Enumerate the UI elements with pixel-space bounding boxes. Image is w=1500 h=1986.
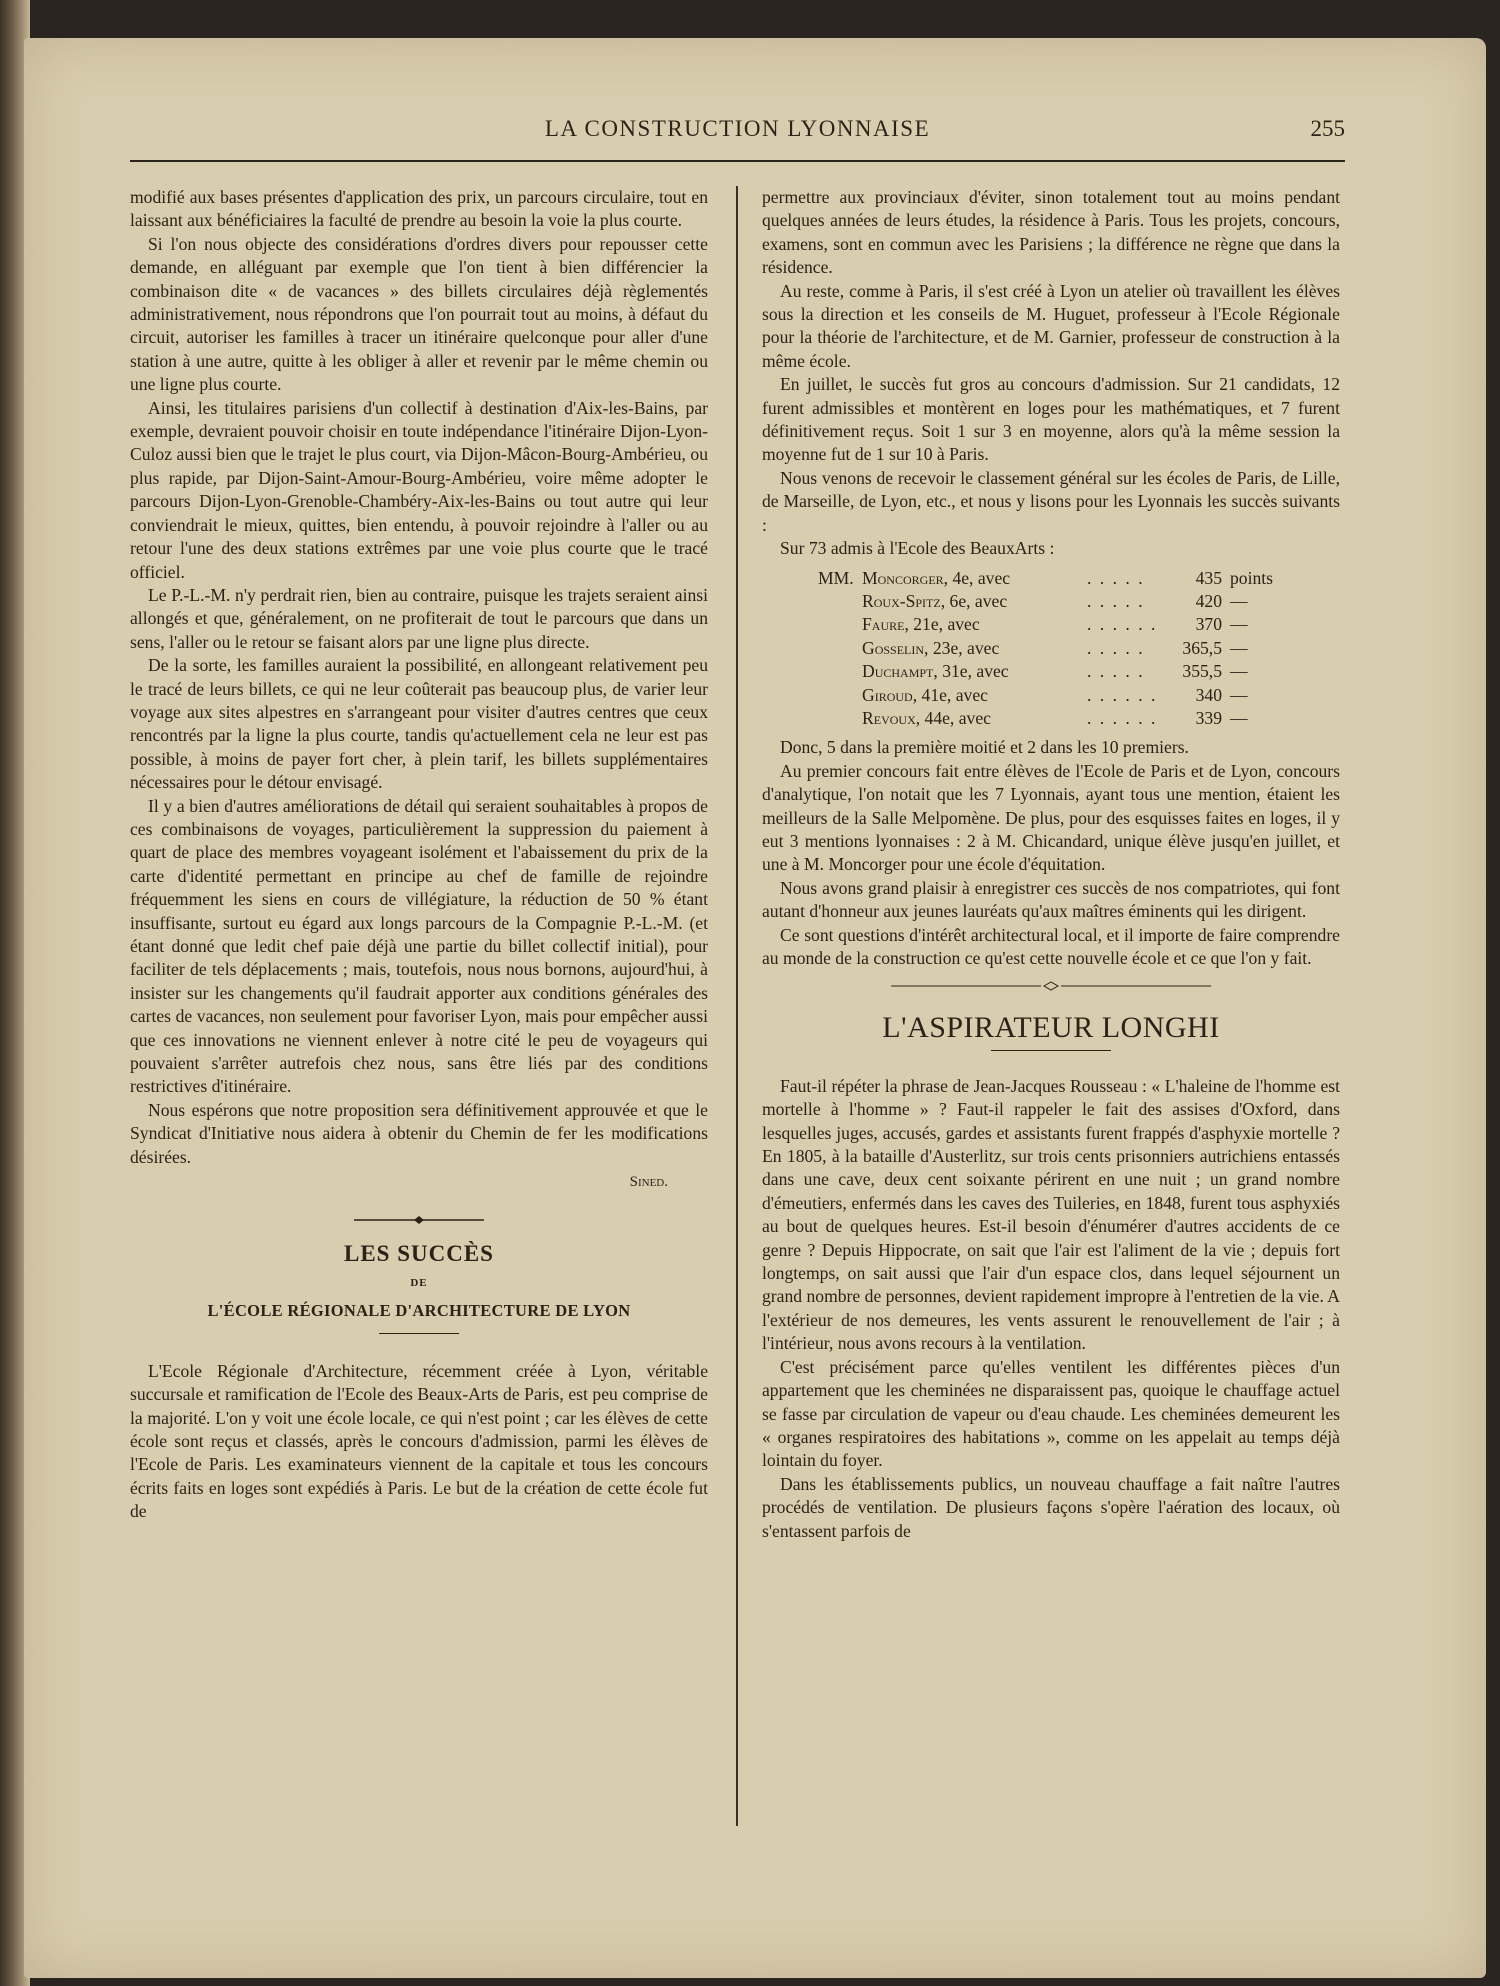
- table-row: Faure, 21e, avec . . . . . . 370 —: [818, 613, 1290, 636]
- section-connector: DE: [410, 1276, 428, 1289]
- student-name: Giroud: [862, 684, 913, 705]
- student-name: Gosselin: [862, 637, 925, 658]
- student-name: Moncorger: [862, 567, 944, 588]
- header-rule: [130, 160, 1345, 162]
- leader-dots: . . . . . .: [1087, 707, 1158, 728]
- left-column: [130, 186, 708, 1524]
- leader-dots: . . . . .: [1087, 590, 1145, 611]
- prefix-cell: [818, 660, 862, 683]
- paragraph: De la sorte, les familles auraient la possibilité, en allongeant relativement peu le tracé de leurs billets, ce qui ne leur coûterait pas beaucoup plus, de varier leur voyage aux sites alpestres en s'arrangeant pour visiter d'autres centres que ceux rencontrés par la ligne la plus courte, tandis qu'actuellement cela ne leur est pas possible, à moins de payer fort cher, à plein tarif, les billets supplémentaires nécessaires pour le détour envisagé.: [130, 655, 708, 793]
- results-table: [818, 567, 1290, 731]
- section-subtitle: L'ÉCOLE RÉGIONALE D'ARCHITECTURE DE LYON: [207, 1301, 631, 1321]
- prefix-cell: [818, 613, 862, 636]
- table-row: Giroud, 41e, avec . . . . . . 340 —: [818, 684, 1290, 707]
- student-name: Duchampt: [862, 661, 934, 682]
- unit-cell: —: [1230, 684, 1248, 705]
- paragraph: modifié aux bases présentes d'application des prix, un parcours circulaire, tout en laissant aux bénéficiaires la faculté de prendre au besoin la voie la plus courte.: [130, 187, 708, 231]
- rank-cell: 21e, avec: [913, 614, 980, 635]
- table-row: MM. Moncorger, 4e, avec . . . . . 435 points: [818, 567, 1290, 590]
- paragraph: Sur 73 admis à l'Ecole des BeauxArts :: [780, 538, 1055, 559]
- unit-cell: points: [1230, 567, 1274, 588]
- ornament-divider: [891, 980, 1211, 992]
- rank-cell: 23e, avec: [932, 637, 1000, 658]
- paragraph: Ainsi, les titulaires parisiens d'un collectif à destination d'Aix-les-Bains, par exemple, devraient pouvoir choisir en toute indépendance l'itinéraire Dijon-Lyon-Culoz aussi bien que le trajet le plus court, via Dijon-Mâcon-Bourg-Ambérieu, ou plus rapide, par Dijon-Saint-Amour-Bourg-Ambérieu, voire même adopter le parcours Dijon-Lyon-Grenoble-Chambéry-Aix-les-Bains ou tout autre qui leur conviendrait le mieux, quittes, bien entendu, à pouvoir rejoindre à l'aller ou au retour l'une des deux stations extrêmes par une voie plus courte que le tracé officiel.: [130, 397, 708, 582]
- prefix-cell: [818, 684, 862, 707]
- unit-cell: —: [1230, 614, 1248, 635]
- leader-dots: . . . . .: [1087, 637, 1145, 658]
- prefix-cell: [818, 707, 862, 730]
- ornament-divider: [354, 1214, 484, 1226]
- paragraph: permettre aux provinciaux d'éviter, sinon totalement tout au moins pendant quelques années de leurs études, la résidence à Paris. Tous les projets, concours, examens, sont en commun avec les Parisiens ; la différence ne règne que dans la résidence.: [762, 187, 1340, 278]
- leader-dots: . . . . .: [1087, 567, 1145, 588]
- prefix-cell: MM.: [818, 567, 854, 588]
- leader-dots: . . . . . .: [1087, 684, 1158, 705]
- paragraph: Dans les établissements publics, un nouveau chauffage a fait naître l'autres procédés de ventilation. De plusieurs façons s'opère l'aération des locaux, où s'entassent parfois de: [762, 1473, 1340, 1541]
- points-cell: 355,5: [1182, 661, 1222, 682]
- paragraph: Faut-il répéter la phrase de Jean-Jacques Rousseau : « L'haleine de l'homme est mortelle à l'homme » ? Faut-il rappeler le fait des assises d'Oxford, dans lesquelles juges, accusés, gardes et assistants furent frappés d'asphyxie mortelle ? En 1805, à la bataille d'Austerlitz, sur trois cents prisonniers autrichiens entassés dans une cave, deux cent soixante périrent en une nuit ; un grand nombre d'émeutiers, enfermés dans les caves des Tuileries, en 1848, furent tous asphyxiés au bout de quelques heures. Est-il besoin d'énumérer d'autres accidents de ce genre ? Depuis Hippocrate, on sait que l'air est l'aliment de la vie ; depuis fort longtemps, on sait aussi que l'air d'un espace clos, dans lequel séjournent un grand nombre de personnes, devient rapidement impropre à l'entretien de la vie. A l'extérieur de nos demeures, les vents assurent le renouvellement de l'air ; à l'intérieur, nous avons recours à la ventilation.: [762, 1075, 1340, 1354]
- student-name: Faure: [862, 614, 905, 635]
- paragraph: Nous espérons que notre proposition sera définitivement approuvée et que le Syndicat d'Initiative nous aidera à obtenir du Chemin de fer les modifications désirées.: [130, 1099, 708, 1167]
- rank-cell: 41e, avec: [921, 684, 988, 705]
- rank-cell: 31e, avec: [942, 661, 1009, 682]
- paragraph: Il y a bien d'autres améliorations de détail qui seraient souhaitables à propos de ces combinaisons de voyages, particulièrement la suppression du paiement à quart de place des membres voyageant isolément et l'abaissement du prix de la carte d'identité permettant en principe au chef de famille de rejoindre fréquemment les siens en cours de villégiature, la réduction de 50 % étant insuffisante, surtout eu égard aux longs parcours de la Compagnie P.-L.-M. (et étant donné que ledit chef paie déjà une partie du billet collectif initial), pour faciliter de tels déplacements ; mais, toutefois, nous nous bornons, aujourd'hui, à insister sur les changements qu'il faudrait apporter aux conditions générales des cartes de vacances, non seulement pour favoriser Lyon, mais pour empêcher aussi que ces innovations ne viennent enlever à notre cité le peu de voyageurs qui pouvaient s'arrêter autrefois chez nous, sans être liés par des conditions restrictives d'itinéraire.: [130, 795, 708, 1097]
- paragraph: C'est précisément parce qu'elles ventilent les différentes pièces d'un appartement que les cheminées ne disparaissent pas, quoique le chauffage actuel se fasse par circulation de vapeur ou d'eau chaude. Les cheminées demeurent les « organes respiratoires des habitations », comme on les appelait au temps déjà lointain du foyer.: [762, 1356, 1340, 1471]
- paragraph: Donc, 5 dans la première moitié et 2 dans les 10 premiers.: [780, 737, 1189, 758]
- table-row: Gosselin, 23e, avec . . . . . 365,5 —: [818, 637, 1290, 660]
- points-cell: 340: [1195, 684, 1222, 705]
- section-title: LES SUCCÈS: [344, 1241, 494, 1267]
- leader-dots: . . . . .: [1087, 661, 1145, 682]
- paragraph: Au premier concours fait entre élèves de l'Ecole de Paris et de Lyon, concours d'analytique, l'on notait que les 7 Lyonnais, ayant tous une mention, étaient les meilleurs de la Salle Melpomène. De plus, pour des esquisses faites en loges, il y eut 3 mentions lyonnaises : 2 à M. Chicandard, unique élève jusqu'en juillet, et une à M. Moncorger pour une école d'équitation.: [762, 760, 1340, 875]
- paragraph: Au reste, comme à Paris, il s'est créé à Lyon un atelier où travaillent les élèves sous la direction et les conseils de M. Huguet, professeur à l'Ecole Régionale pour la théorie de l'architecture, et de M. Garnier, professeur de construction à la même école.: [762, 280, 1340, 371]
- table-row: Roux-Spitz, 6e, avec . . . . . 420 —: [818, 590, 1290, 613]
- points-cell: 435: [1195, 567, 1222, 588]
- points-cell: 339: [1195, 707, 1222, 728]
- right-column: [762, 186, 1340, 1543]
- paragraph: Si l'on nous objecte des considérations d'ordres divers pour repousser cette demande, en alléguant par exemple que l'on tient à bien différencier la combinaison dite « de vacances » des billets circulaires déjà règlementés administrativement, nous répondrons que l'on pourrait tout au moins, à défaut du circuit, autoriser les familles à tracer un itinéraire quelconque pour aller d'une station à une autre, quitte à les obliger à aller et revenir par le même chemin ou une ligne plus courte.: [130, 233, 708, 395]
- page-number: 255: [1310, 116, 1345, 141]
- table-row: Revoux, 44e, avec . . . . . . 339 —: [818, 707, 1290, 730]
- article-title: L'ASPIRATEUR LONGHI: [882, 1011, 1220, 1045]
- prefix-cell: [818, 637, 862, 660]
- leader-dots: . . . . . .: [1087, 614, 1158, 635]
- paragraph: En juillet, le succès fut gros au concours d'admission. Sur 21 candidats, 12 furent admissibles et montèrent en loges pour les mathématiques, et 7 furent définitivement reçus. Soit 1 sur 3 en moyenne, alors qu'à la même session la moyenne fut de 1 sur 10 à Paris.: [762, 374, 1340, 465]
- unit-cell: —: [1230, 661, 1248, 682]
- paragraph: Ce sont questions d'intérêt architectural local, et il importe de faire comprendre au monde de la construction ce qu'est cette nouvelle école et ce que l'on y fait.: [762, 924, 1340, 968]
- rank-cell: 6e, avec: [949, 590, 1008, 611]
- rank-cell: 4e, avec: [952, 567, 1011, 588]
- student-name: Roux-Spitz: [862, 590, 941, 611]
- page-header: [130, 78, 1345, 141]
- column-divider: [736, 186, 738, 1826]
- article-title-rule: [991, 1050, 1111, 1051]
- points-cell: 365,5: [1182, 637, 1222, 658]
- student-name: Revoux: [862, 707, 916, 728]
- unit-cell: —: [1230, 637, 1248, 658]
- table-row: Duchampt, 31e, avec . . . . . 355,5 —: [818, 660, 1290, 683]
- paragraph: Nous avons grand plaisir à enregistrer ces succès de nos compatriotes, qui font autant d'honneur aux jeunes lauréats qu'aux maîtres éminents qui les dirigent.: [762, 877, 1340, 922]
- rank-cell: 44e, avec: [924, 707, 991, 728]
- paragraph: L'Ecole Régionale d'Architecture, récemment créée à Lyon, véritable succursale et ramification de l'Ecole des Beaux-Arts de Paris, est peu comprise de la majorité. L'on y voit une école locale, ce qui n'est point ; car les élèves de cette école sont reçus et classés, après le concours d'admission, parmi les élèves de l'Ecole de Paris. Les examinateurs viennent de la capitale et tous les concours écrits faits en loges sont expédiés à Paris. Le but de la création de cette école fut de: [130, 1360, 708, 1522]
- points-cell: 370: [1195, 614, 1222, 635]
- unit-cell: —: [1230, 707, 1248, 728]
- points-cell: 420: [1195, 590, 1222, 611]
- section-rule: [379, 1333, 459, 1334]
- running-title: LA CONSTRUCTION LYONNAISE: [544, 116, 931, 141]
- prefix-cell: [818, 590, 862, 613]
- paragraph: Nous venons de recevoir le classement général sur les écoles de Paris, de Lille, de Marseille, de Lyon, etc., et nous y lisons pour les Lyonnais les succès suivants :: [762, 467, 1340, 535]
- author-signature: Sined.: [629, 1174, 668, 1191]
- paragraph: Le P.-L.-M. n'y perdrait rien, bien au contraire, puisque les trajets seraient ainsi allongés et que, généralement, on ne profiterait de tout le parcours que dans un sens, l'aller ou le retour se faisant alors par une ligne plus directe.: [130, 584, 708, 652]
- unit-cell: —: [1230, 590, 1248, 611]
